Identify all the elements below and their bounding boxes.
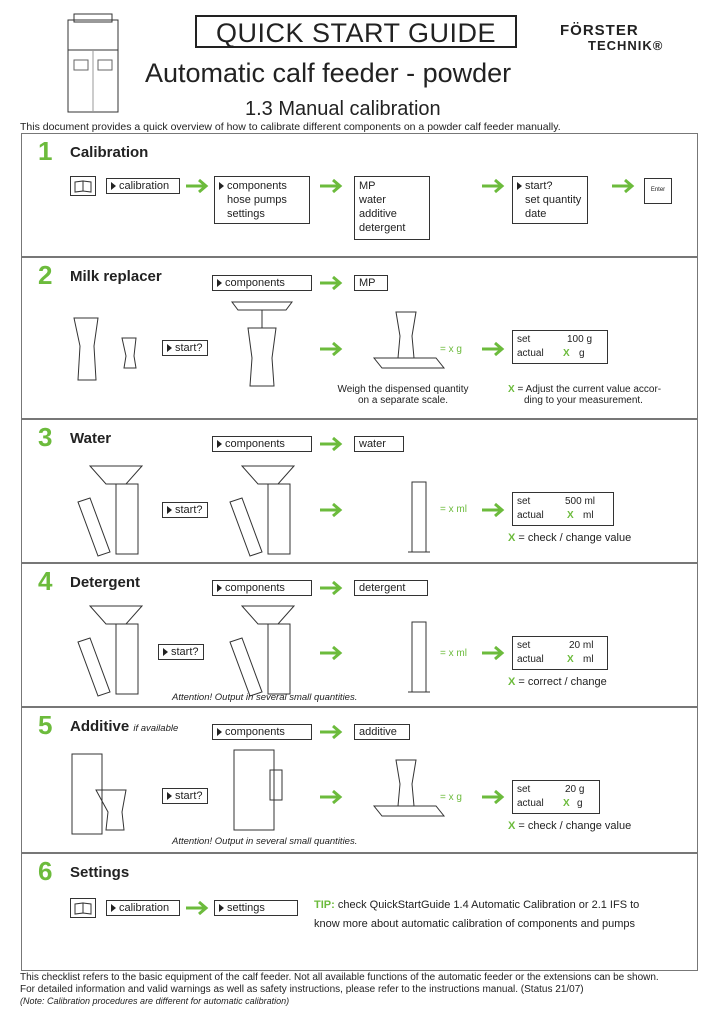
arrow-right-icon xyxy=(320,646,346,660)
components-box[interactable]: components xyxy=(212,724,312,740)
set-actual-display: set 100 g actual X g xyxy=(512,330,608,364)
start-box[interactable]: start? xyxy=(162,340,208,356)
section-additive xyxy=(21,707,698,853)
components-box[interactable]: components xyxy=(212,580,312,596)
pointer-icon xyxy=(167,792,172,800)
pointer-icon xyxy=(111,904,116,912)
components-box[interactable]: components xyxy=(212,436,312,452)
water-box[interactable]: water xyxy=(354,436,404,452)
arrow-right-icon xyxy=(482,179,508,193)
equals-x-ml: = x ml xyxy=(440,504,467,515)
adjust-instruction: X = Adjust the current value accor- ding to your measurement. xyxy=(508,384,662,406)
weigh-instruction: Weigh the dispensed quantity on a separate scale. xyxy=(337,384,469,406)
arrow-right-icon xyxy=(320,581,346,595)
pointer-icon xyxy=(217,279,222,287)
arrow-right-icon xyxy=(320,276,346,290)
attention-note: Attention! Output in several small quantities. xyxy=(172,836,358,847)
section-number: 2 xyxy=(38,260,53,290)
footer-line-3: (Note: Calibration procedures are different for automatic calibration) xyxy=(20,996,290,1006)
section-number: 1 xyxy=(38,136,53,166)
pointer-icon xyxy=(167,344,172,352)
page-subtitle: 1.3 Manual calibration xyxy=(245,98,441,120)
equals-x-g: = x g xyxy=(440,792,462,803)
arrow-right-icon xyxy=(320,437,346,451)
set-actual-display: set 500 ml actual X ml xyxy=(512,492,614,526)
menu-item-set-quantity[interactable]: set quantity xyxy=(525,194,582,206)
pointer-icon xyxy=(217,728,222,736)
start-menu-box[interactable] xyxy=(512,176,588,224)
forster-technik-logo xyxy=(558,22,706,56)
arrow-right-icon xyxy=(186,179,212,193)
set-actual-display: set 20 ml actual X ml xyxy=(512,636,608,670)
feeder-machine-illustration xyxy=(60,12,130,122)
measuring-cylinder-icon xyxy=(406,478,436,558)
arrow-right-icon xyxy=(320,725,346,739)
pointer-icon xyxy=(111,182,116,190)
components-menu-box[interactable] xyxy=(354,176,430,240)
footer-line-2: For detailed information and valid warnings as well as safety instructions, please refer to the instructions manual. (Status 21/07) xyxy=(20,984,584,995)
equals-x-g: = x g xyxy=(440,344,462,355)
mixer-cylinder-illustration xyxy=(222,602,302,698)
page-title: Automatic calf feeder - powder xyxy=(145,58,512,88)
mp-box[interactable]: MP xyxy=(354,275,388,291)
pointer-icon xyxy=(517,182,522,190)
settings-menu-box[interactable]: settings xyxy=(214,900,298,916)
section-title: Water xyxy=(70,430,112,447)
dispenser-illustration xyxy=(222,298,302,388)
scale-icon xyxy=(370,308,450,372)
additive-box[interactable]: additive xyxy=(354,724,410,740)
enter-key[interactable]: Enter xyxy=(644,178,672,204)
logo-line-1: FÖRSTER xyxy=(560,22,639,39)
arrow-right-icon xyxy=(320,342,346,356)
arrow-right-icon xyxy=(482,646,508,660)
detergent-box[interactable]: detergent xyxy=(354,580,428,596)
arrow-right-icon xyxy=(320,179,346,193)
section-settings xyxy=(21,853,698,971)
pointer-icon xyxy=(219,182,224,190)
menu-item-settings[interactable]: settings xyxy=(227,208,265,220)
arrow-right-icon xyxy=(482,342,508,356)
book-icon[interactable] xyxy=(70,898,96,918)
logo-line-2: TECHNIK® xyxy=(588,38,664,53)
box-label: calibration xyxy=(119,180,170,192)
equals-x-ml: = x ml xyxy=(440,648,467,659)
mixer-cylinder-illustration xyxy=(222,462,302,558)
start-box[interactable]: start? xyxy=(158,644,204,660)
section-milk-replacer xyxy=(21,257,698,419)
section-water xyxy=(21,419,698,563)
start-box[interactable]: start? xyxy=(162,502,208,518)
calibration-menu-box[interactable]: calibration xyxy=(106,900,180,916)
menu-item-water[interactable]: water xyxy=(359,194,386,206)
section-title: Additive if available xyxy=(70,718,179,735)
section-title: Milk replacer xyxy=(70,268,162,285)
menu-item-date[interactable]: date xyxy=(525,208,547,220)
calibration-menu-box[interactable] xyxy=(106,178,180,194)
menu-item-additive[interactable]: additive xyxy=(359,208,397,220)
arrow-right-icon xyxy=(612,179,638,193)
section-detergent xyxy=(21,563,698,707)
tip-text: TIP: check QuickStartGuide 1.4 Automatic Calibration or 2.1 IFS to know more about automatic calibration of components and pumps xyxy=(314,899,640,930)
section-title: Calibration xyxy=(70,144,149,161)
arrow-right-icon xyxy=(320,790,346,804)
section-number: 5 xyxy=(38,710,53,740)
section-calibration xyxy=(21,133,698,257)
pointer-icon xyxy=(167,506,172,514)
dosing-cup-illustration xyxy=(70,316,150,386)
correct-change-note: X = correct / change xyxy=(508,676,607,688)
section-number: 4 xyxy=(38,566,53,596)
check-change-note: X = check / change value xyxy=(508,820,632,832)
if-available-note: if available xyxy=(133,723,179,734)
additive-dispenser-illustration xyxy=(222,746,302,836)
menu-item-hose-pumps[interactable]: hose pumps xyxy=(227,194,287,206)
section-title: Settings xyxy=(70,864,130,881)
check-change-note: X = check / change value xyxy=(508,532,632,544)
pointer-icon xyxy=(217,584,222,592)
section-number: 6 xyxy=(38,856,53,886)
menu-item-mp[interactable]: MP xyxy=(359,180,376,192)
menu-item-components[interactable]: components xyxy=(219,179,305,193)
scale-icon xyxy=(370,756,450,820)
menu-item-detergent[interactable]: detergent xyxy=(359,222,406,234)
footer-line-1: This checklist refers to the basic equipment of the calf feeder. Not all available functions of the automatic feeder or the extensions can be shown. xyxy=(20,972,659,983)
arrow-right-icon xyxy=(482,790,508,804)
additive-dispenser-illustration xyxy=(70,750,150,840)
quick-start-guide-heading: QUICK START GUIDE xyxy=(195,15,517,48)
pointer-icon xyxy=(217,440,222,448)
arrow-right-icon xyxy=(482,503,508,517)
pointer-icon xyxy=(219,904,224,912)
main-menu-box[interactable] xyxy=(214,176,310,224)
section-title: Detergent xyxy=(70,574,141,591)
book-icon[interactable] xyxy=(70,176,96,196)
arrow-right-icon xyxy=(186,901,212,915)
measuring-cylinder-icon xyxy=(406,618,436,698)
arrow-right-icon xyxy=(320,503,346,517)
attention-note: Attention! Output in several small quantities. xyxy=(172,692,358,703)
mixer-cylinder-illustration xyxy=(70,602,150,698)
intro-text: This document provides a quick overview of how to calibrate different components on a powder calf feeder manually. xyxy=(20,121,561,133)
pointer-icon xyxy=(163,648,168,656)
start-box[interactable]: start? xyxy=(162,788,208,804)
menu-item-start[interactable]: start? xyxy=(517,179,583,193)
mixer-cylinder-illustration xyxy=(70,462,150,558)
set-actual-display: set 20 g actual X g xyxy=(512,780,600,814)
components-box[interactable]: components xyxy=(212,275,312,291)
section-number: 3 xyxy=(38,422,53,452)
